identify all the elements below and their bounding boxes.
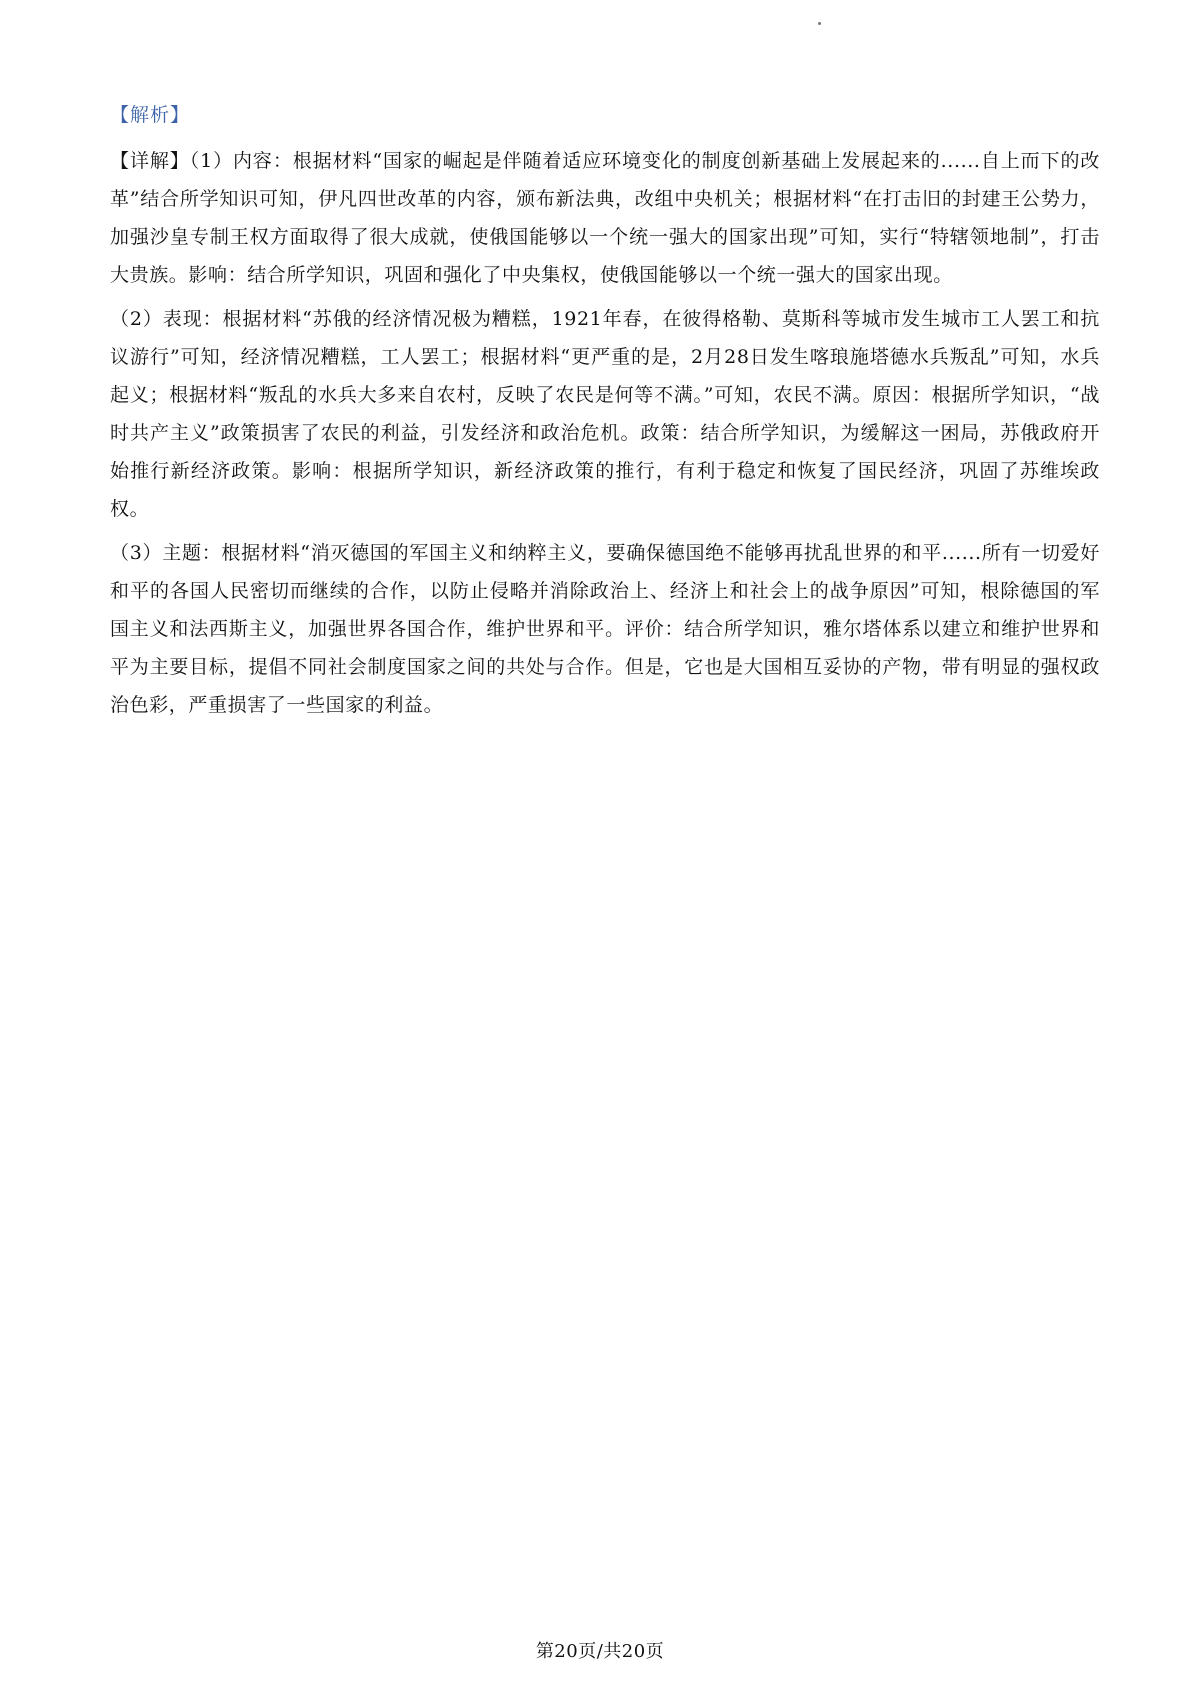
section-label-analysis: 【解析】	[110, 104, 191, 126]
top-mark	[818, 22, 821, 25]
answer-text-2: （2）表现：根据材料“苏俄的经济情况极为糟糕，1921年春，在彼得格勒、莫斯科等城市发生城市工人罢工和抗议游行”可知，经济情况糟糕，工人罢工；根据材料“更严重的是，2月28日发生喀琅施塔德水兵叛乱”可知，水兵起义；根据材料“叛乱的水兵大多来自农村，反映了农民是何等不满。”可知，农民不满。原因：根据所学知识，“战时共产主义”政策损害了农民的利益，引发经济和政治危机。政策：结合所学知识，为缓解这一困局，苏俄政府开始推行新经济政策。影响：根据所学知识，新经济政策的推行，有利于稳定和恢复了国民经济，巩固了苏维埃政权。	[110, 308, 1100, 520]
answer-text-3: （3）主题：根据材料“消灭德国的军国主义和纳粹主义，要确保德国绝不能够再扰乱世界的和平......所有一切爱好和平的各国人民密切而继续的合作，以防止侵略并消除政治上、经济上和社会上的战争原因”可知，根除德国的军国主义和法西斯主义，加强世界各国合作，维护世界和平。评价：结合所学知识，雅尔塔体系以建立和维护世界和平为主要目标，提倡不同社会制度国家之间的共处与合作。但是，它也是大国相互妥协的产物，带有明显的强权政治色彩，严重损害了一些国家的利益。	[110, 542, 1100, 716]
answer-paragraph-1	[110, 142, 1100, 294]
analysis-section	[110, 98, 1100, 730]
answer-paragraph-3	[110, 534, 1100, 724]
answer-text-1: （1）内容：根据材料“国家的崛起是伴随着适应环境变化的制度创新基础上发展起来的......自上而下的改革”结合所学知识可知，伊凡四世改革的内容，颁布新法典，改组中央机关；根据材料“在打击旧的封建王公势力，加强沙皇专制王权方面取得了很大成就，使俄国能够以一个统一强大的国家出现”可知，实行“特辖领地制”，打击大贵族。影响：结合所学知识，巩固和强化了中央集权，使俄国能够以一个统一强大的国家出现。	[110, 150, 1100, 286]
answer-paragraph-2	[110, 300, 1100, 528]
detail-label: 【详解】	[110, 150, 190, 172]
page-number-footer: 第20页/共20页	[535, 1641, 665, 1662]
